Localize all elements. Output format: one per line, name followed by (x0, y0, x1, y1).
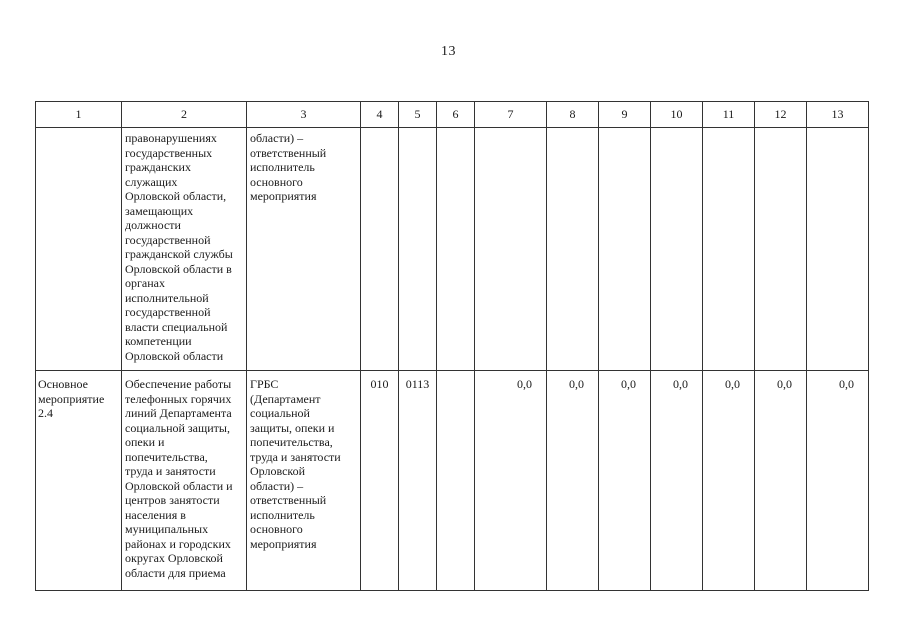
cell-col7 (475, 128, 547, 371)
table-header-row (36, 102, 869, 128)
column-header: 4 (361, 102, 399, 128)
cell-col11 (703, 128, 755, 371)
cell-col7: 0,0 (475, 371, 547, 591)
cell-measure-name: правонарушениях государственных гражданских служащих Орловской области, замещающих должности государственной гражданской службы Орловской области в органах исполнительной государственной власти специальной компетенции Орловской области (122, 128, 247, 371)
column-header: 11 (703, 102, 755, 128)
cell-measure-name: Обеспечение работы телефонных горячих линий Департамента социальной защиты, опеки и попечительства, труда и занятости Орловской области и центров занятости населения в муниципальных районах и городских округах Орловской области для приема (122, 371, 247, 591)
column-header: 10 (651, 102, 703, 128)
cell-col8: 0,0 (547, 371, 599, 591)
cell-col12: 0,0 (755, 371, 807, 591)
cell-col5 (399, 128, 437, 371)
table-row (36, 371, 869, 591)
column-header: 6 (437, 102, 475, 128)
table-row (36, 128, 869, 371)
column-header: 5 (399, 102, 437, 128)
cell-col13: 0,0 (807, 371, 869, 591)
column-header: 12 (755, 102, 807, 128)
column-header: 9 (599, 102, 651, 128)
cell-col13 (807, 128, 869, 371)
cell-col6 (437, 128, 475, 371)
cell-col8 (547, 128, 599, 371)
program-table (35, 101, 869, 591)
cell-col9: 0,0 (599, 371, 651, 591)
cell-col10: 0,0 (651, 371, 703, 591)
cell-col5: 0113 (399, 371, 437, 591)
cell-col4: 010 (361, 371, 399, 591)
page-number: 13 (441, 44, 456, 59)
column-header: 7 (475, 102, 547, 128)
column-header: 3 (247, 102, 361, 128)
cell-col9 (599, 128, 651, 371)
cell-col10 (651, 128, 703, 371)
cell-col11: 0,0 (703, 371, 755, 591)
column-header: 8 (547, 102, 599, 128)
cell-col6 (437, 371, 475, 591)
column-header: 2 (122, 102, 247, 128)
cell-responsible: области) – ответственный исполнитель основного мероприятия (247, 128, 361, 371)
column-header: 1 (36, 102, 122, 128)
cell-measure-code (36, 128, 122, 371)
cell-col12 (755, 128, 807, 371)
column-header: 13 (807, 102, 869, 128)
cell-responsible: ГРБС (Департамент социальной защиты, опеки и попечительства, труда и занятости Орловской области) – ответственный исполнитель основного мероприятия (247, 371, 361, 591)
cell-col4 (361, 128, 399, 371)
cell-measure-code: Основное мероприятие 2.4 (36, 371, 122, 591)
